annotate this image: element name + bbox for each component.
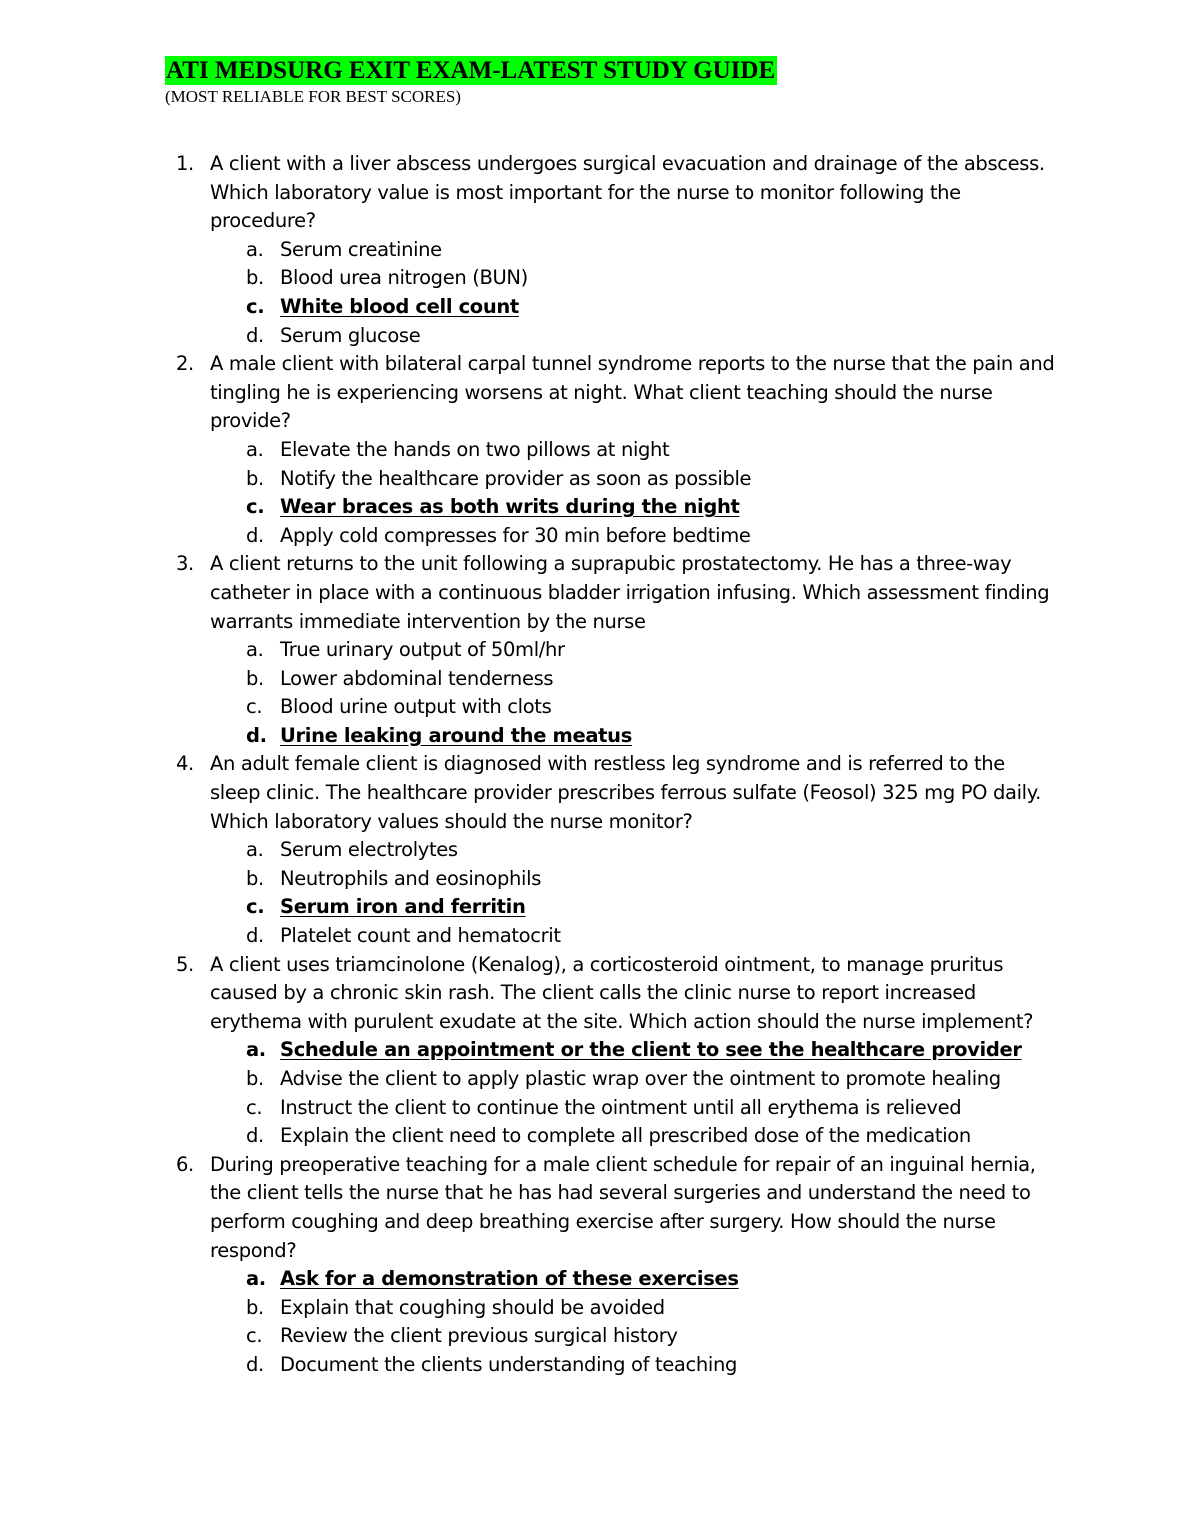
answer-option <box>0 922 1190 951</box>
answer-option <box>0 1122 1190 1151</box>
option-letter: a. <box>246 638 264 662</box>
option-text: Review the client previous surgical history <box>280 1324 678 1348</box>
question-text: An adult female client is diagnosed with restless leg syndrome and is referred to the sleep clinic. The healthcare provider prescribes ferrous sulfate (Feosol) 325 mg PO daily. Which laboratory values should the nurse monitor? <box>210 752 1041 833</box>
option-text: Serum electrolytes <box>280 838 458 862</box>
question-number: 6. <box>176 1152 194 1176</box>
option-letter: d. <box>246 1124 264 1148</box>
option-text: True urinary output of 50ml/hr <box>280 638 565 662</box>
question-item <box>0 951 1190 1151</box>
option-letter: a. <box>246 1038 266 1062</box>
answer-option <box>0 865 1190 894</box>
question-text: During preoperative teaching for a male client schedule for repair of an inguinal hernia, the client tells the nurse that he has had several surgeries and understand the need to perform coughing and deep breathing exercise after surgery. How should the nurse respond? <box>210 1152 1036 1262</box>
option-text: Platelet count and hematocrit <box>280 924 561 948</box>
option-text: Explain that coughing should be avoided <box>280 1295 665 1319</box>
option-text: Schedule an appointment or the client to see the healthcare provider <box>280 1038 1022 1062</box>
document-subtitle: (MOST RELIABLE FOR BEST SCORES) <box>165 87 461 106</box>
option-text: Neutrophils and eosinophils <box>280 866 541 890</box>
answer-option <box>0 322 1190 351</box>
option-letter: c. <box>246 294 265 318</box>
option-letter: a. <box>246 437 264 461</box>
correct-answer-option <box>0 493 1190 522</box>
question-text: A male client with bilateral carpal tunnel syndrome reports to the nurse that the pain and tingling he is experiencing worsens at night. What client teaching should the nurse provide? <box>210 352 1055 433</box>
correct-answer-option <box>0 1265 1190 1294</box>
option-letter: d. <box>246 323 264 347</box>
option-letter: b. <box>246 1295 264 1319</box>
option-text: Serum creatinine <box>280 237 442 261</box>
option-letter: d. <box>246 523 264 547</box>
answer-options <box>0 1036 1190 1150</box>
answer-option <box>0 1322 1190 1351</box>
answer-option <box>0 665 1190 694</box>
question-item <box>0 550 1190 750</box>
answer-option <box>0 465 1190 494</box>
question-text: A client uses triamcinolone (Kenalog), a corticosteroid ointment, to manage pruritus caused by a chronic skin rash. The client calls the clinic nurse to report increased erythema with purulent exudate at the site. Which action should the nurse implement? <box>210 952 1034 1033</box>
question-number: 3. <box>176 552 194 576</box>
question-item <box>0 750 1190 950</box>
option-letter: c. <box>246 1324 263 1348</box>
answer-options <box>0 1265 1190 1379</box>
question-text: A client with a liver abscess undergoes surgical evacuation and drainage of the abscess. Which laboratory value is most important for the nurse to monitor following the procedure? <box>210 152 1045 233</box>
question-list <box>0 150 1190 1380</box>
option-text: White blood cell count <box>280 294 519 318</box>
document-title: ATI MEDSURG EXIT EXAM-LATEST STUDY GUIDE <box>166 57 776 84</box>
option-letter: a. <box>246 838 264 862</box>
question-number: 4. <box>176 752 194 776</box>
option-text: Explain the client need to complete all prescribed dose of the medication <box>280 1124 971 1148</box>
correct-answer-option <box>0 722 1190 751</box>
correct-answer-option <box>0 893 1190 922</box>
option-letter: c. <box>246 695 263 719</box>
option-text: Elevate the hands on two pillows at night <box>280 437 670 461</box>
answer-options <box>0 836 1190 950</box>
question-item <box>0 350 1190 550</box>
answer-option <box>0 522 1190 551</box>
option-text: Serum glucose <box>280 323 421 347</box>
option-letter: b. <box>246 266 264 290</box>
option-letter: b. <box>246 466 264 490</box>
answer-options <box>0 236 1190 350</box>
option-text: Notify the healthcare provider as soon as possible <box>280 466 752 490</box>
answer-options <box>0 436 1190 550</box>
option-text: Urine leaking around the meatus <box>280 723 632 747</box>
question-item <box>0 150 1190 350</box>
question-number: 2. <box>176 352 194 376</box>
option-text: Ask for a demonstration of these exercises <box>280 1267 739 1291</box>
question-text: A client returns to the unit following a suprapubic prostatectomy. He has a three-way catheter in place with a continuous bladder irrigation infusing. Which assessment finding warrants immediate intervention by the nurse <box>210 552 1050 633</box>
answer-option <box>0 236 1190 265</box>
option-letter: b. <box>246 866 264 890</box>
option-text: Instruct the client to continue the ointment until all erythema is relieved <box>280 1095 962 1119</box>
option-letter: a. <box>246 1267 266 1291</box>
option-text: Serum iron and ferritin <box>280 895 526 919</box>
answer-option <box>0 1351 1190 1380</box>
option-text: Advise the client to apply plastic wrap over the ointment to promote healing <box>280 1067 1001 1090</box>
answer-option <box>0 693 1190 722</box>
option-text: Wear braces as both writs during the night <box>280 495 740 519</box>
question-number: 5. <box>176 952 194 976</box>
option-text: Document the clients understanding of teaching <box>280 1352 738 1376</box>
option-letter: a. <box>246 237 264 261</box>
answer-option <box>0 436 1190 465</box>
option-letter: b. <box>246 666 264 690</box>
option-letter: c. <box>246 895 265 919</box>
option-letter: c. <box>246 495 265 519</box>
answer-option <box>0 836 1190 865</box>
option-text: Apply cold compresses for 30 min before bedtime <box>280 523 751 547</box>
option-text: Blood urea nitrogen (BUN) <box>280 266 528 290</box>
option-text: Lower abdominal tenderness <box>280 666 554 690</box>
answer-option <box>0 264 1190 293</box>
option-letter: d. <box>246 1352 264 1376</box>
correct-answer-option <box>0 293 1190 322</box>
question-number: 1. <box>176 152 194 175</box>
option-text: Blood urine output with clots <box>280 695 552 719</box>
question-item <box>0 1151 1190 1380</box>
answer-option <box>0 1065 1190 1094</box>
option-letter: d. <box>246 924 264 948</box>
answer-options <box>0 636 1190 750</box>
option-letter: c. <box>246 1095 263 1119</box>
option-letter: d. <box>246 723 267 747</box>
answer-option <box>0 1094 1190 1123</box>
correct-answer-option <box>0 1036 1190 1065</box>
answer-option <box>0 1294 1190 1323</box>
option-letter: b. <box>246 1067 264 1090</box>
answer-option <box>0 636 1190 665</box>
